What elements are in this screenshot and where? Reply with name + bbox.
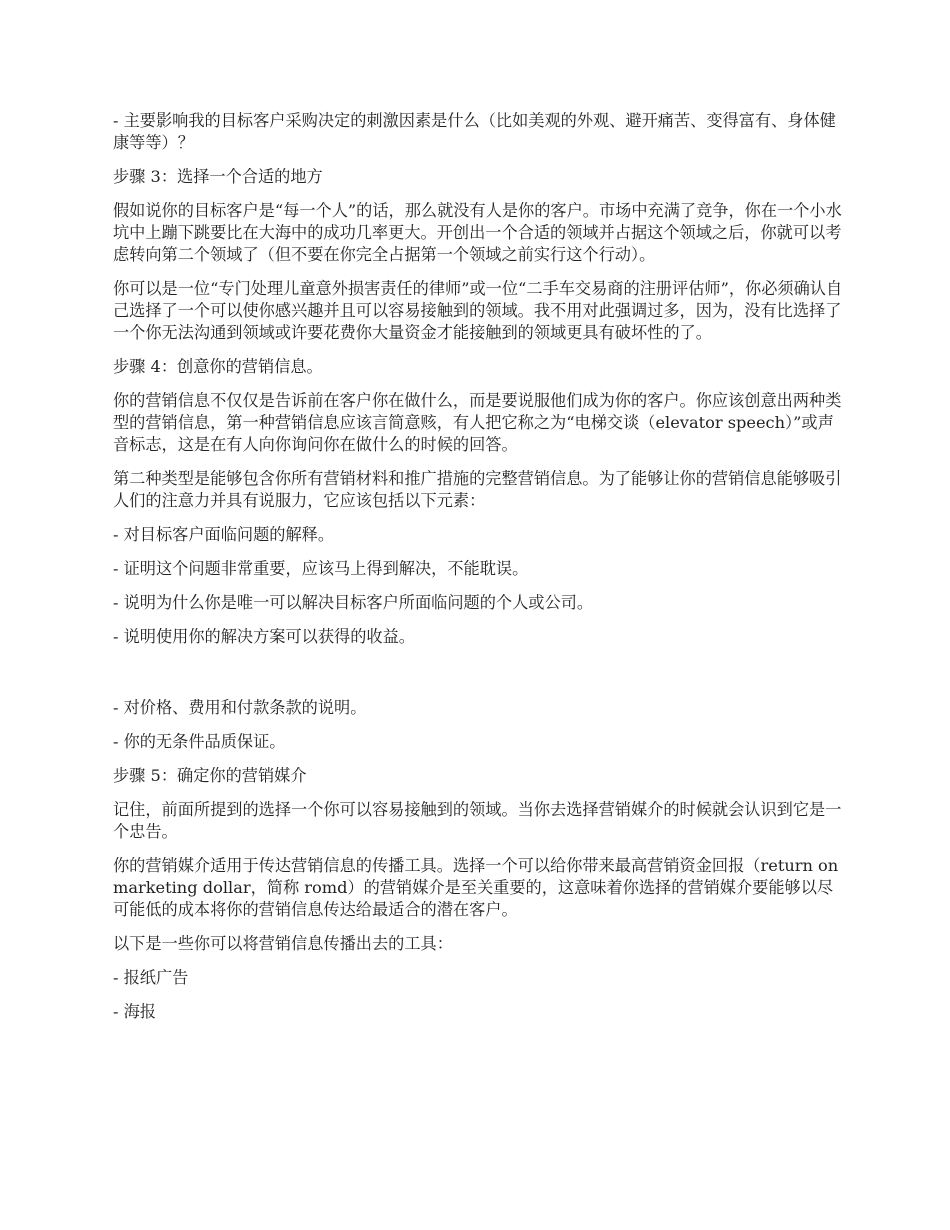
blank-gap bbox=[113, 660, 843, 697]
heading-step-4: 步骤 4：创意你的营销信息。 bbox=[113, 357, 323, 376]
heading-step-3: 步骤 3：选择一个合适的地方 bbox=[113, 167, 323, 186]
paragraph-second-type: 第二种类型是能够包含你所有营销材料和推广措施的完整营销信息。为了能够让你的营销信息能够吸引人们的注意力并具有说服力，它应该包括以下元素： bbox=[113, 469, 842, 510]
paragraph-niche-examples: 你可以是一位“专门处理儿童意外损害责任的律师”或一位“二手车交易商的注册评估师”，你必须确认自己选择了一个可以使你感兴趣并且可以容易接触到的领域。我不用对此强调过多，因为，没有比选择了一个你无法沟通到领域或许要花费你大量资金才能接触到的领域更具有破坏性的了。 bbox=[113, 279, 843, 342]
paragraph-marketing-message: 你的营销信息不仅仅是告诉前在客户你在做什么，而是要说服他们成为你的客户。你应该创意出两种类型的营销信息，第一种营销信息应该言简意赅，有人把它称之为“电梯交谈（elevator speech）”或声音标志，这是在有人向你询问你在做什么的时候的回答。 bbox=[113, 391, 842, 454]
list-item-why-you: - 说明为什么你是唯一可以解决目标客户所面临问题的个人或公司。 bbox=[113, 593, 594, 612]
paragraph-stimulus-question: - 主要影响我的目标客户采购决定的刺激因素是什么（比如美观的外观、避开痛苦、变得富有、身体健康等等）？ bbox=[113, 111, 836, 152]
list-item-benefits: - 说明使用你的解决方案可以获得的收益。 bbox=[113, 627, 415, 646]
paragraph-tools-intro: 以下是一些你可以将营销信息传播出去的工具： bbox=[113, 934, 453, 953]
list-item-pricing: - 对价格、费用和付款条款的说明。 bbox=[113, 698, 367, 717]
list-item-explain-problem: - 对目标客户面临问题的解释。 bbox=[113, 525, 335, 544]
list-item-guarantee: - 你的无条件品质保证。 bbox=[113, 732, 286, 751]
paragraph-remember: 记住，前面所提到的选择一个你可以容易接触到的领域。当你去选择营销媒介的时候就会认识到它是一个忠告。 bbox=[113, 800, 842, 841]
paragraph-marketing-media: 你的营销媒介适用于传达营销信息的传播工具。选择一个可以给你带来最高营销资金回报（return on marketing dollar，简称 romd）的营销媒介是至关重要的，这意味着你选择的营销媒介要能够以尽可能低的成本将你的营销信息传达给最适合的潜在客户。 bbox=[113, 856, 839, 919]
document-body bbox=[113, 110, 843, 1035]
paragraph-target-everyone: 假如说你的目标客户是“每一个人”的话，那么就没有人是你的客户。市场中充满了竞争，你在一个小水坑中上蹦下跳要比在大海中的成功几率更大。开创出一个合适的领域并占据这个领域之后，你就可以考虑转向第二个领域了（但不要在你完全占据第一个领域之前实行这个行动）。 bbox=[113, 201, 842, 264]
list-item-newspaper-ads: - 报纸广告 bbox=[113, 968, 189, 987]
list-item-problem-important: - 证明这个问题非常重要，应该马上得到解决，不能耽误。 bbox=[113, 559, 529, 578]
heading-step-5: 步骤 5：确定你的营销媒介 bbox=[113, 766, 307, 785]
list-item-posters: - 海报 bbox=[113, 1002, 156, 1021]
